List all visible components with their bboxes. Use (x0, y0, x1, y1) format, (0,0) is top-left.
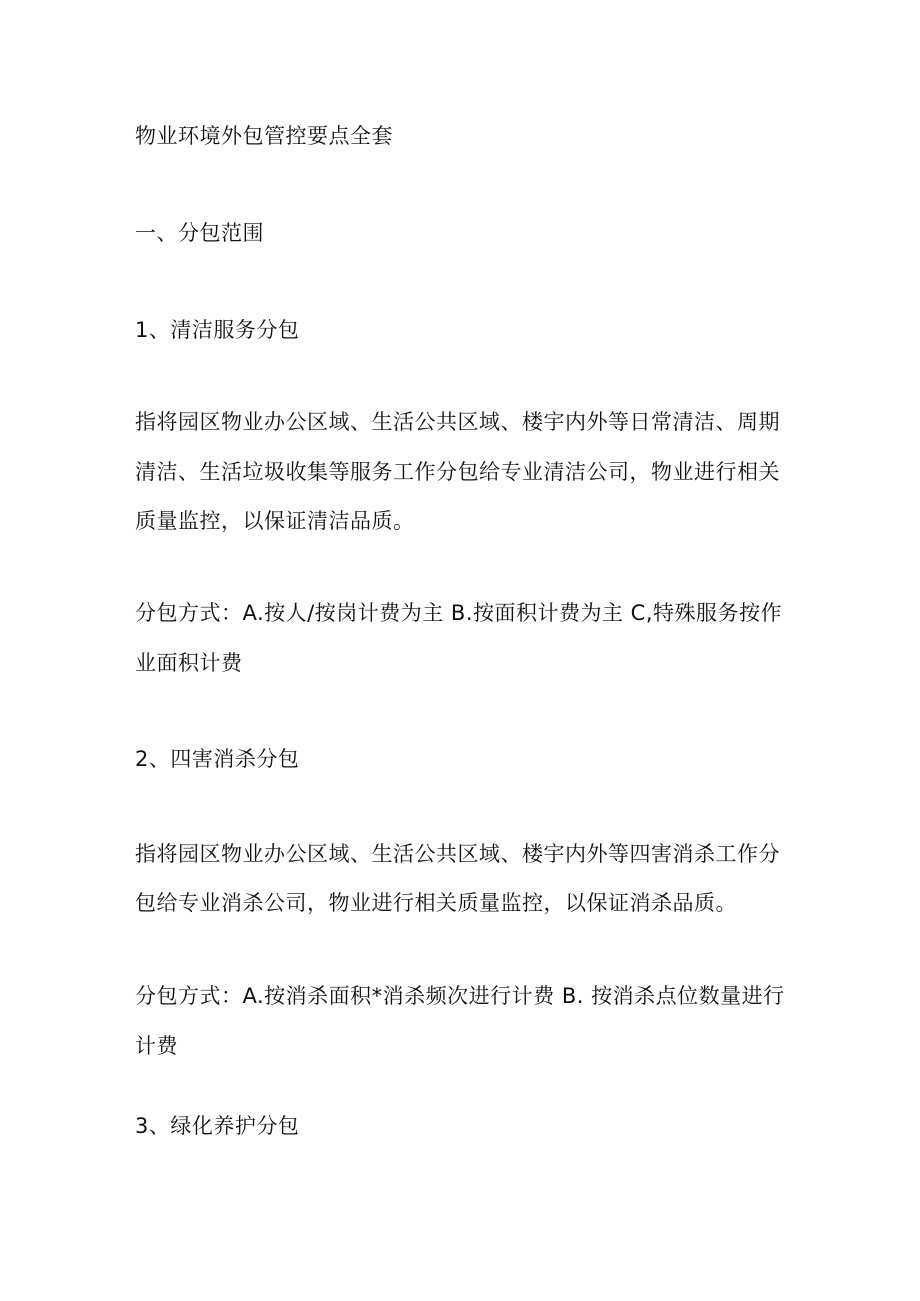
paragraph-line: 清洁、生活垃圾收集等服务工作分包给专业清洁公司，物业进行相关 (135, 460, 780, 484)
paragraph-line: 包给专业消杀公司，物业进行相关质量监控，以保证消杀品质。 (135, 891, 737, 915)
paragraph-line: 指将园区物业办公区域、生活公共区域、楼宇内外等日常清洁、周期 (135, 410, 780, 434)
paragraph-line: 指将园区物业办公区域、生活公共区域、楼宇内外等四害消杀工作分 (135, 842, 780, 866)
paragraph-line: 分包方式：A.按消杀面积*消杀频次进行计费 B. 按消杀点位数量进行 (135, 984, 785, 1008)
paragraph-line: 计费 (135, 1034, 178, 1058)
paragraph-line: 质量监控，以保证清洁品质。 (135, 509, 415, 533)
paragraph-line: 分包方式：A.按人/按岗计费为主 B.按面积计费为主 C,特殊服务按作 (135, 601, 783, 625)
item-heading-greening: 3、绿化养护分包 (135, 1114, 300, 1138)
item-heading-cleaning: 1、清洁服务分包 (135, 318, 300, 342)
section-heading-scope: 一、分包范围 (135, 221, 264, 245)
document-title: 物业环境外包管控要点全套 (135, 124, 393, 148)
paragraph-line: 业面积计费 (135, 651, 243, 675)
item-heading-pest-control: 2、四害消杀分包 (135, 747, 300, 771)
